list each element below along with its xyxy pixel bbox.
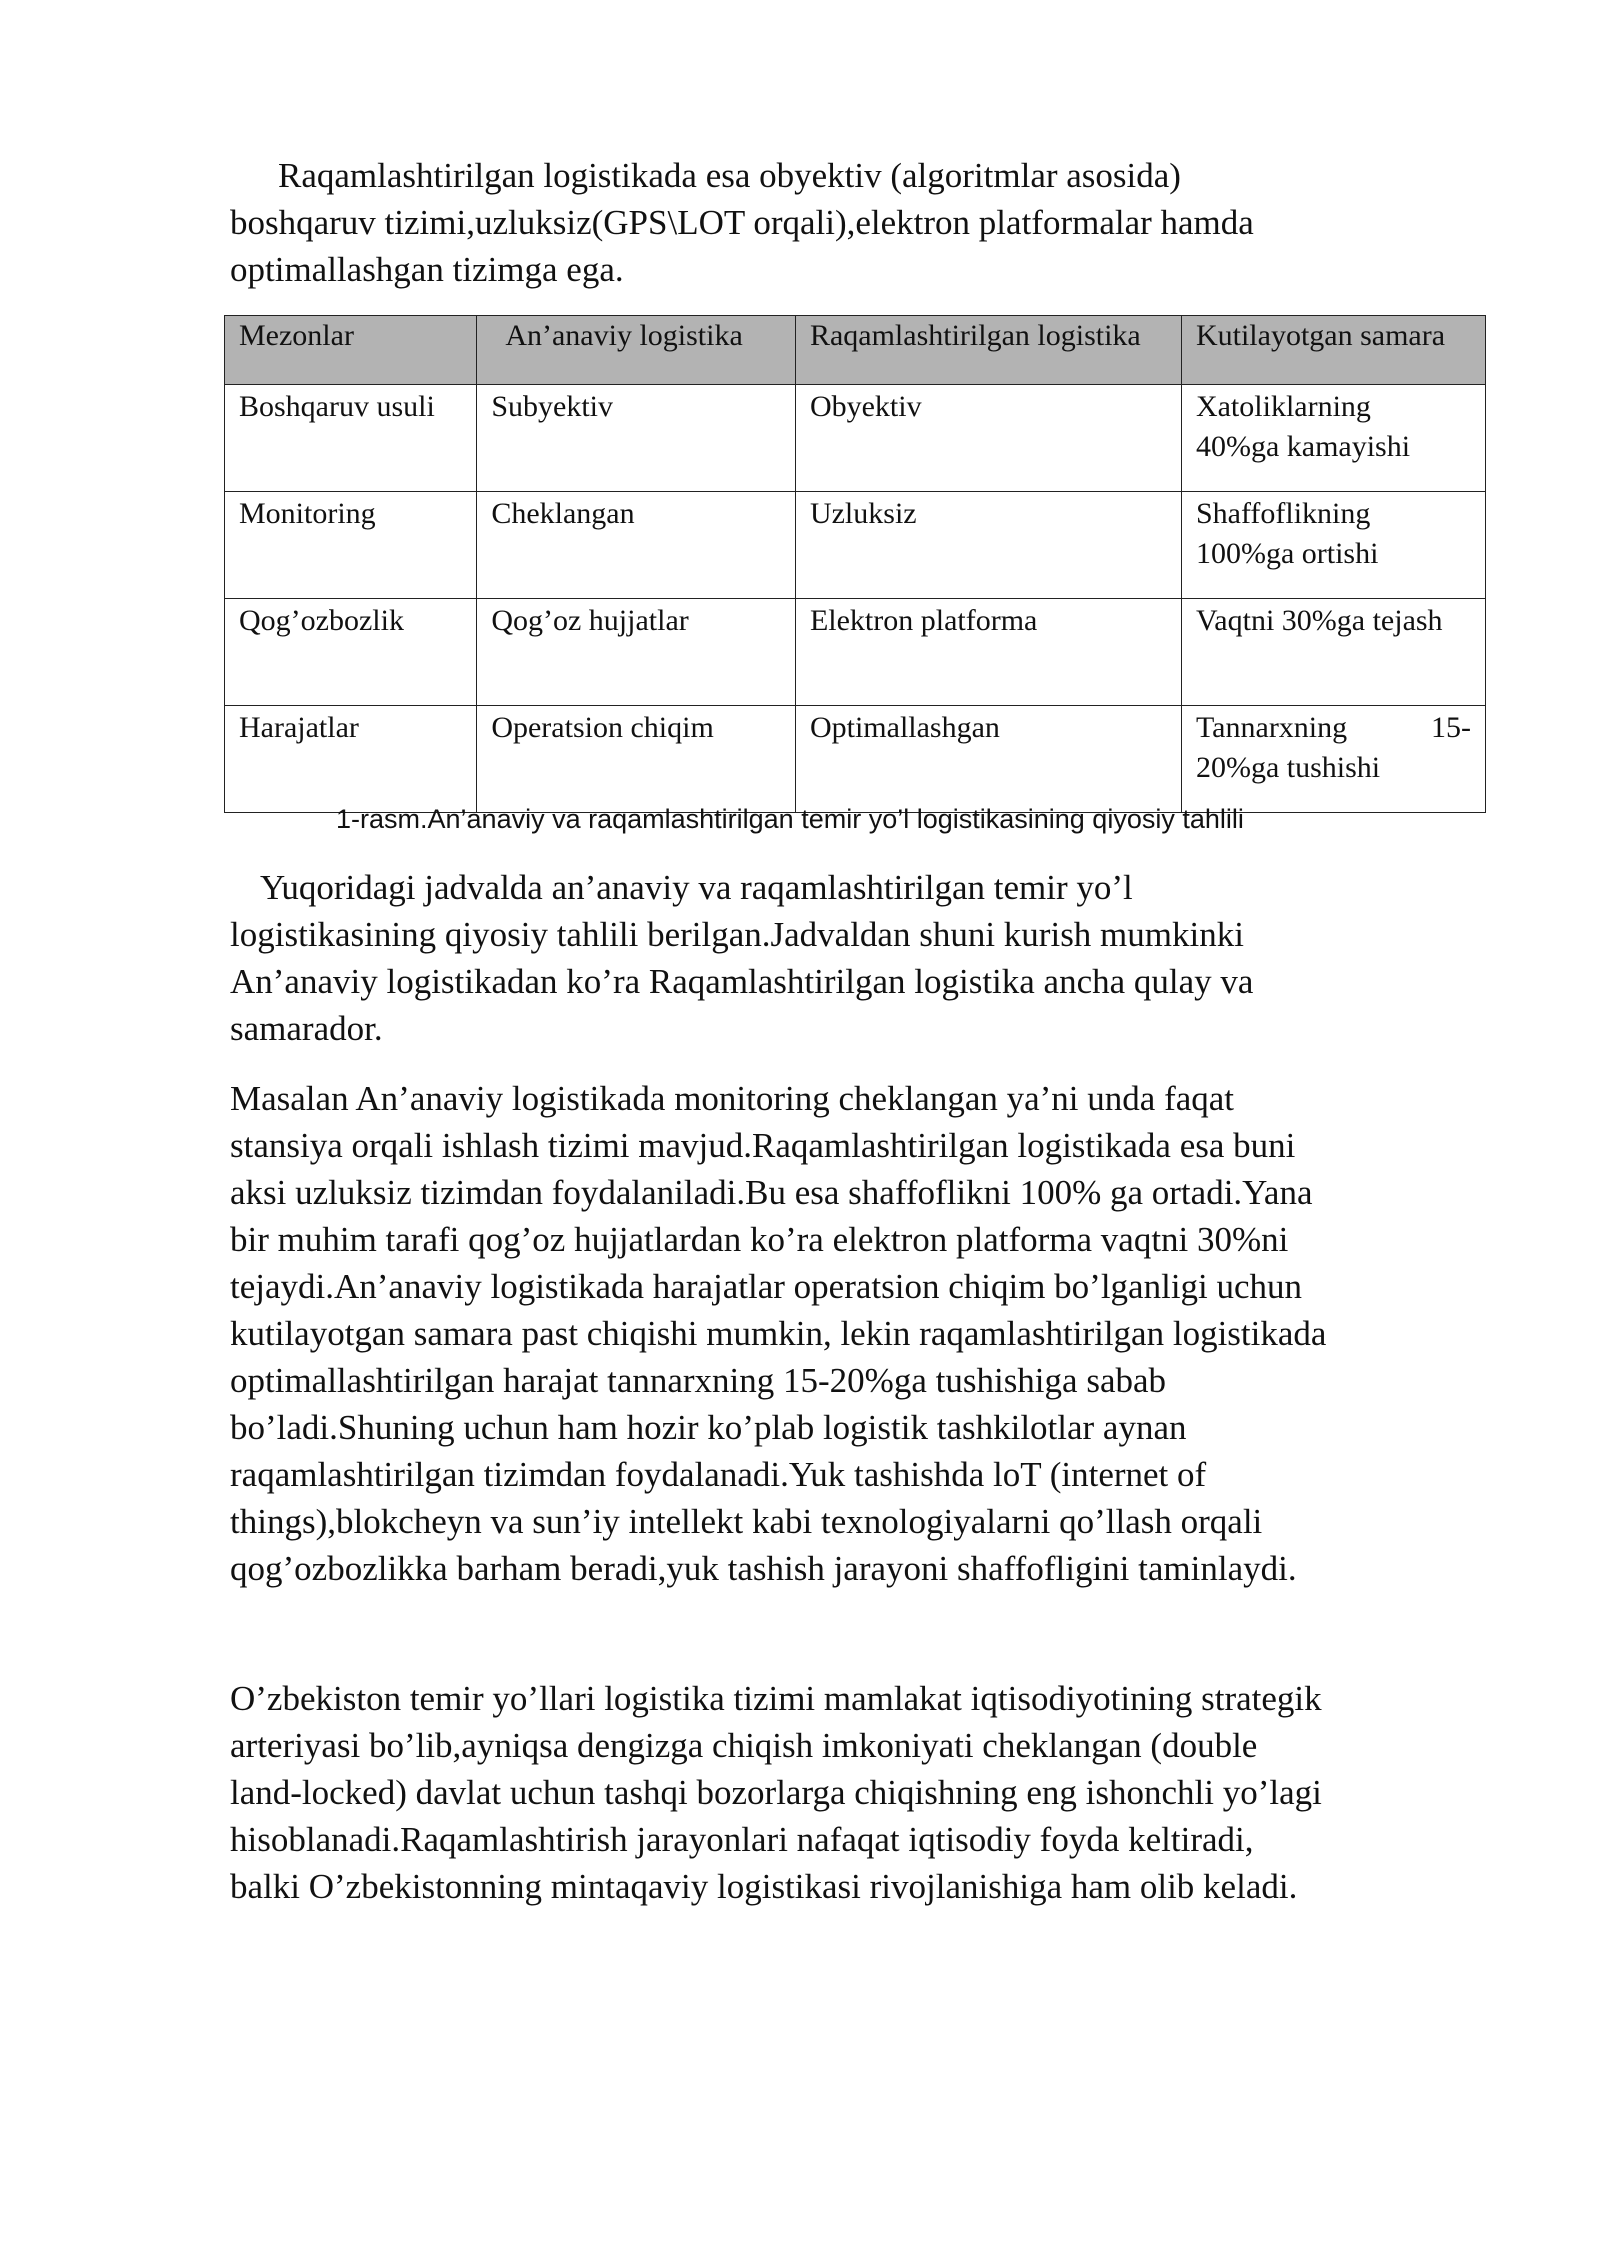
figure-caption: 1-rasm.An’anaviy va raqamlashtirilgan temir yo’l logistikasining qiyosiy tahlili xyxy=(336,804,1244,834)
table-cell xyxy=(1181,385,1485,492)
text-line: logistikasining qiyosiy tahlili berilgan.Jadvaldan shuni kurish mumkinki xyxy=(230,915,1244,954)
text-line: arteriyasi bo’lib,ayniqsa dengizga chiqish imkoniyati cheklangan (double xyxy=(230,1726,1258,1765)
intro-paragraph xyxy=(230,152,1430,293)
table-header-cell: Raqamlashtirilgan logistika xyxy=(795,316,1181,385)
table-cell xyxy=(1181,706,1485,813)
text-line: stansiya orqali ishlash tizimi mavjud.Raqamlashtirilgan logistikada esa buni xyxy=(230,1126,1296,1165)
text-line: Yuqoridagi jadvalda an’anaviy va raqamlashtirilgan temir yo’l xyxy=(260,868,1133,907)
table-cell: Elektron platforma xyxy=(795,599,1181,706)
table-cell: Uzluksiz xyxy=(795,492,1181,599)
table-cell: Obyektiv xyxy=(795,385,1181,492)
text-line: boshqaruv tizimi,uzluksiz(GPS\LOT orqali),elektron platformalar hamda xyxy=(230,203,1254,242)
text-line: raqamlashtirilgan tizimdan foydalanadi.Yuk tashishda loT (internet of xyxy=(230,1455,1207,1494)
cell-line: Xatoliklarning xyxy=(1195,390,1371,423)
text-line: An’anaviy logistikadan ko’ra Raqamlashtirilgan logistika ancha qulay va xyxy=(230,962,1254,1001)
text-line: samarador. xyxy=(230,1009,383,1048)
table-cell xyxy=(1181,492,1485,599)
analysis-paragraph xyxy=(230,864,1430,1052)
cell-line: Shaffoflikning xyxy=(1195,497,1371,530)
table-cell xyxy=(1181,599,1485,706)
table-header-row xyxy=(225,316,1486,385)
comparison-table xyxy=(224,315,1486,813)
table-cell: Qog’oz hujjatlar xyxy=(477,599,796,706)
text-line: things),blokcheyn va sun’iy intellekt kabi texnologiyalarni qo’llash orqali xyxy=(230,1502,1263,1541)
text-line: tejaydi.An’anaviy logistikada harajatlar operatsion chiqim bo’lganligi uchun xyxy=(230,1267,1303,1306)
text-line: bir muhim tarafi qog’oz hujjatlardan ko’ra elektron platforma vaqtni 30%ni xyxy=(230,1220,1289,1259)
table-row xyxy=(225,385,1486,492)
table-cell: Subyektiv xyxy=(477,385,796,492)
table-row xyxy=(225,706,1486,813)
text-line: optimallashtirilgan harajat tannarxning 15-20%ga tushishiga sabab xyxy=(230,1361,1167,1400)
cell-word: Tannarxning xyxy=(1195,711,1348,744)
table-cell: Monitoring xyxy=(225,492,477,599)
cell-line: 20%ga tushishi xyxy=(1195,751,1381,784)
text-line: aksi uzluksiz tizimdan foydalaniladi.Bu esa shaffoflikni 100% ga ortadi.Yana xyxy=(230,1173,1313,1212)
text-line: bo’ladi.Shuning uchun ham hozir ko’plab logistik tashkilotlar aynan xyxy=(230,1408,1187,1447)
table-cell: Cheklangan xyxy=(477,492,796,599)
conclusion-paragraph xyxy=(230,1675,1430,1910)
table-cell: Optimallashgan xyxy=(795,706,1181,813)
text-line: balki O’zbekistonning mintaqaviy logistikasi rivojlanishiga ham olib keladi. xyxy=(230,1867,1298,1906)
table-header-cell: Mezonlar xyxy=(225,316,477,385)
table-row xyxy=(225,492,1486,599)
text-line: land-locked) davlat uchun tashqi bozorlarga chiqishning eng ishonchli yo’lagi xyxy=(230,1773,1322,1812)
text-line: kutilayotgan samara past chiqishi mumkin, lekin raqamlashtirilgan logistikada xyxy=(230,1314,1327,1353)
table-cell: Qog’ozbozlik xyxy=(225,599,477,706)
cell-line: Vaqtni 30%ga tejash xyxy=(1195,604,1443,637)
cell-line-justified xyxy=(1196,708,1471,748)
table-cell: Boshqaruv usuli xyxy=(225,385,477,492)
table-row xyxy=(225,599,1486,706)
text-line: Raqamlashtirilgan logistikada esa obyektiv (algoritmlar asosida) xyxy=(278,156,1181,195)
text-line: hisoblanadi.Raqamlashtirish jarayonlari nafaqat iqtisodiy foyda keltiradi, xyxy=(230,1820,1254,1859)
table-cell: Harajatlar xyxy=(225,706,477,813)
text-line: O’zbekiston temir yo’llari logistika tizimi mamlakat iqtisodiyotining strategik xyxy=(230,1679,1322,1718)
example-paragraph xyxy=(230,1075,1430,1592)
cell-line: 100%ga ortishi xyxy=(1195,537,1379,570)
table-cell: Operatsion chiqim xyxy=(477,706,796,813)
text-line: optimallashgan tizimga ega. xyxy=(230,250,624,289)
text-line: qog’ozbozlikka barham beradi,yuk tashish jarayoni shaffofligini taminlaydi. xyxy=(230,1549,1297,1588)
table-header-cell: Kutilayotgan samara xyxy=(1181,316,1485,385)
cell-line: 40%ga kamayishi xyxy=(1195,430,1411,463)
table-header-cell: An’anaviy logistika xyxy=(477,316,796,385)
text-line: Masalan An’anaviy logistikada monitoring cheklangan ya’ni unda faqat xyxy=(230,1079,1235,1118)
cell-word: 15- xyxy=(1431,711,1471,744)
